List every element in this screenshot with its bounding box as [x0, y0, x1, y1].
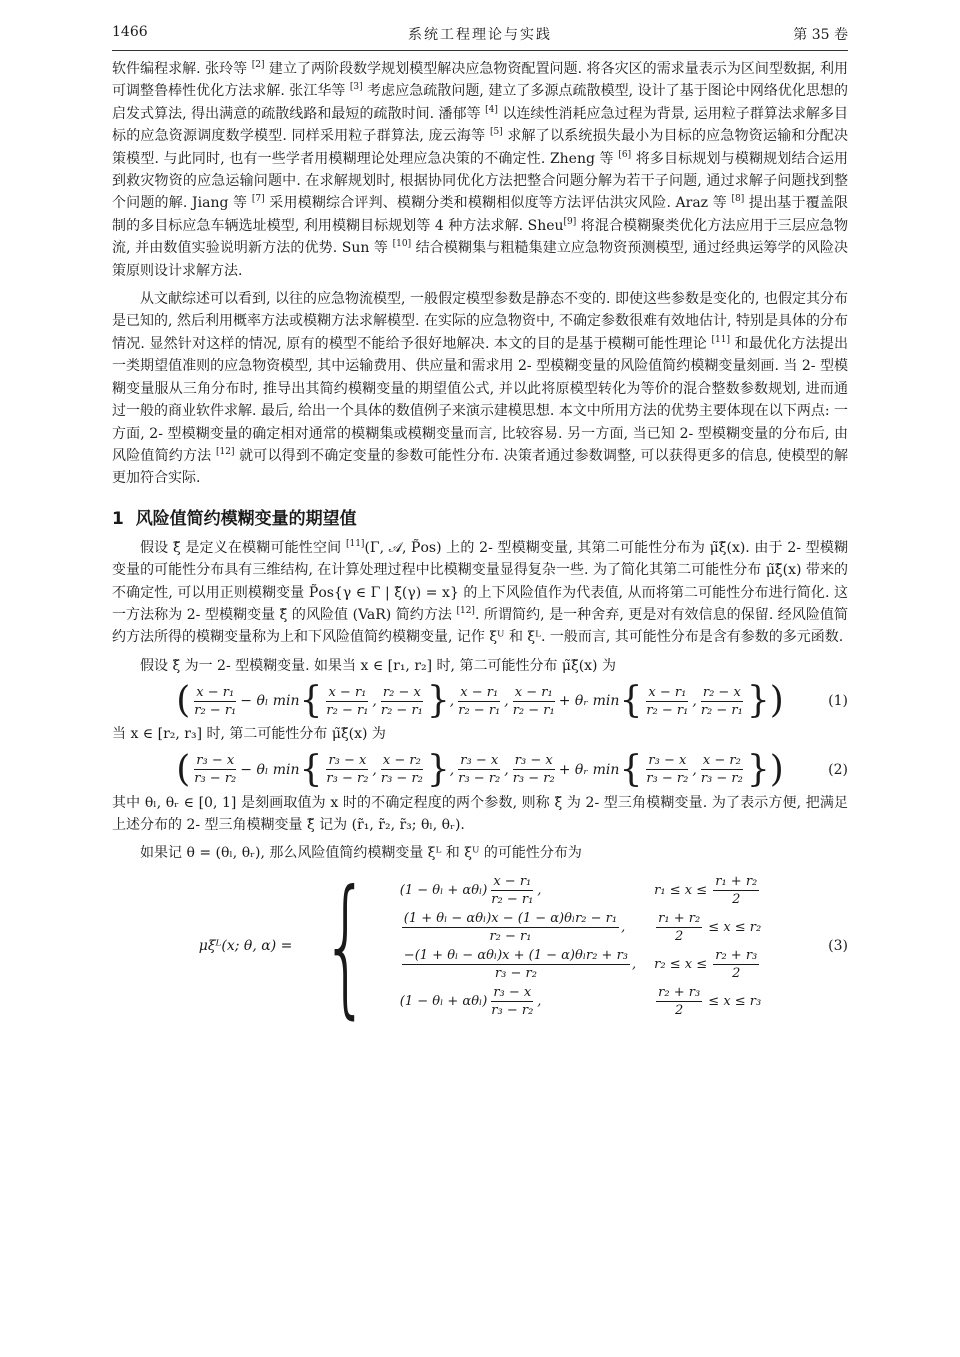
- math-part: r₃ − x: [648, 753, 687, 769]
- text-run: 建立了两阶段数学规划模型解决应急物资配置问题. 将各灾区的需求量表示为区间型数据, 利用可调整鲁棒性优化方法求解. 张江华等: [112, 61, 849, 100]
- fraction: [644, 685, 690, 718]
- math-part: [713, 948, 759, 981]
- math-part: r₃ − x: [460, 753, 499, 769]
- math-part: r₂ + r₃: [715, 947, 758, 963]
- equation-1: ( $\frac{\text{x − r₁}}{\text{r₂ − r₁}}$ − θₗ min { $\frac{\text{x − r₁}}{\text{r₂ − r₁}}$ , $\frac{\text{r₂ − x}}{\text{r₂ − r₁}}$ } , $\frac{\text{x − r₁}}{\text{r₂ − r₁}}$ , $\frac{\text{x − r₁}}{\text{r₂ − r₁}}$ + θᵣ min { $\frac{\text{x − r₁}}{\text{r₂ − r₁}}$ , $\frac{\text{r₂ − x}}{\text{r₂ − r₁}}$ }) (1): [176, 680, 848, 722]
- text-run: 将混合模糊聚类优化方法应用于三层应急物流, 并由数值实验说明新方法的优势. Sun 等: [112, 217, 848, 257]
- math-part: r₃ − r₂: [700, 771, 743, 787]
- math-part: r₃ − x: [328, 753, 367, 769]
- text-run: 采用模糊综合评判、模糊分类和模糊相似度等方法评估洪灾风险. Araz 等: [264, 195, 732, 212]
- math-part: r₃ − r₂: [494, 965, 537, 981]
- math-part: r₂ − r₁: [326, 702, 369, 718]
- case-expr-4: (1 − θₗ + αθₗ) $\frac{\text{r₃ − x}}{\text{r₃ − r₂}}$ ,: [399, 984, 542, 1018]
- equation-lhs: μξᴸ(x; θ, α) =: [198, 937, 293, 954]
- paragraph-parameters: 其中 θₗ, θᵣ ∈ [0, 1] 是刻画取值为 x 时的不确定程度的两个参数, 则称 ξ̃ 为 2- 型三角模糊变量. 为了表示方便, 把满足上述分布的 2- 型三角模糊变量 ξ̃ 记为 (r̃₁, r̃₂, r̃₃; θₗ, θᵣ).: [112, 794, 848, 833]
- math-part: [656, 911, 702, 944]
- paragraph-literature-1: [112, 58, 848, 282]
- case-cond-2: [654, 911, 761, 944]
- text-run: 求解了以系统损失最小为目标的应急物资运输和分配决策模型. 与此同时, 也有一些学者用模糊理论处理应急决策的不确定性. Zheng 等: [112, 128, 849, 167]
- section-heading: [112, 504, 848, 529]
- fraction: [379, 685, 425, 718]
- text-run: . 所谓简约, 是一种舍弃, 更是对有效信息的保留. 经风险值简约方法所得的模糊变量称为上和下风险值简约模糊变量, 记作 ξᵁ 和 ξᴸ. 一般而言, 其可能性分布是含有参数的多元函数.: [112, 606, 848, 646]
- citation: [10]: [392, 239, 412, 250]
- math-part: (: [176, 748, 191, 790]
- citation: [8]: [731, 194, 745, 205]
- math-part: [402, 948, 630, 981]
- math-part: r₃ − x: [196, 753, 235, 769]
- math-part: x − r₁: [514, 684, 553, 700]
- math-part: (1 − θₗ + αθₗ): [399, 993, 488, 1009]
- text-run: 软件编程求解. 张玲等: [112, 61, 252, 77]
- paragraph-literature-2: [112, 288, 848, 490]
- math-part: }: [426, 748, 450, 790]
- equation-2: ( $\frac{\text{r₃ − x}}{\text{r₃ − r₂}}$ − θₗ min { $\frac{\text{r₃ − x}}{\text{r₃ − r₂}}$ , $\frac{\text{x − r₂}}{\text{r₃ − r₂}}$ } , $\frac{\text{r₃ − x}}{\text{r₃ − r₂}}$ , $\frac{\text{r₃ − x}}{\text{r₃ − r₂}}$ + θᵣ min { $\frac{\text{r₃ − x}}{\text{r₃ − r₂}}$ , $\frac{\text{x − r₂}}{\text{r₃ − r₂}}$ }) (2): [176, 748, 848, 790]
- math-part: r₂ − r₁: [458, 702, 501, 718]
- piecewise-cases: [400, 874, 761, 1018]
- math-part: r₂ − r₁: [646, 702, 689, 718]
- math-part: r₃ − r₂: [512, 771, 555, 787]
- case-cond-3: [654, 948, 761, 981]
- math-part: [489, 985, 535, 1018]
- math-part: {: [619, 748, 643, 790]
- case-expr-1: (1 − θₗ + αθₗ) $\frac{\text{x − r₁}}{\text{r₂ − r₁}}$ ,: [399, 873, 542, 907]
- math-part: r₃ − r₂: [491, 1002, 534, 1018]
- math-part: r₂ − x: [382, 684, 421, 700]
- math-part: r₃ − r₂: [646, 771, 689, 787]
- fraction: [511, 685, 557, 718]
- math-part: x − r₁: [648, 684, 687, 700]
- math-part: }: [426, 680, 450, 722]
- math-part: r₂ − r₁: [489, 928, 532, 944]
- citation: [12]: [215, 446, 235, 457]
- case-cond-4: [654, 985, 761, 1018]
- math-part: x − r₁: [460, 684, 499, 700]
- fraction: [379, 753, 425, 786]
- equation-number: (1): [828, 693, 848, 710]
- page-body: [112, 58, 849, 1033]
- text-run: 将多目标规划与模糊规划结合运用到救灾物资的应急运输问题中. 在求解规划时, 根据协同优化方法把整合问题分解为若干子问题, 通过求解子问题找到整个问题的解. Jiang 等: [112, 150, 848, 212]
- citation: [9]: [563, 216, 577, 227]
- math-part: x − r₁: [328, 684, 367, 700]
- citation: [11]: [345, 538, 365, 549]
- case-expr-2: $\frac{\text{(1 + θₗ − αθₗ)x − (1 − α)θₗr₂ − r₁}}{\text{r₂ − r₁}}$ ,: [403, 910, 626, 944]
- fraction: [324, 685, 370, 718]
- math-part: ≤ x ≤ r₂: [708, 919, 762, 935]
- math-part: r₁ + r₂: [658, 910, 701, 926]
- text-run: 结合模糊集与粗糙集建立应急物资预测模型, 通过经典运筹学的风险决策原则设计求解方法.: [112, 240, 849, 279]
- math-part: r₃ − r₂: [380, 771, 423, 787]
- citation: [6]: [618, 149, 632, 160]
- text-run: 考虑应急疏散问题, 建立了多源点疏散模型, 设计了基于图论中网络优化思想的启发式算法, 得出满意的疏散线路和最短的疏散时间. 潘郁等: [112, 83, 849, 122]
- math-part: r₃ − r₂: [458, 771, 501, 787]
- case-cond-1: [654, 874, 761, 907]
- fraction: [324, 753, 370, 786]
- math-part: r₁ ≤ x ≤: [654, 882, 708, 898]
- eq-term: − θₗ min: [240, 693, 300, 710]
- math-part: x − r₂: [702, 753, 741, 769]
- fraction: [511, 753, 557, 786]
- volume-label: 第 35 卷: [793, 27, 848, 43]
- math-part: [489, 874, 535, 907]
- paragraph-range-2: 当 x ∈ [r₂, r₃] 时, 第二可能性分布 μ̃ξ̃(x) 为: [112, 726, 386, 743]
- math-part: r₂ − x: [702, 684, 741, 700]
- paragraph-var-reduction: 如果记 θ = (θₗ, θᵣ), 那么风险值简约模糊变量 ξᴸ 和 ξᵁ 的可能性分布为: [140, 845, 582, 862]
- math-part: (1 + θₗ − αθₗ)x − (1 − α)θₗr₂ − r₁: [403, 910, 618, 926]
- fraction: [192, 685, 238, 718]
- math-part: 2: [675, 1002, 684, 1018]
- math-part: }): [746, 680, 784, 722]
- math-part: {: [299, 680, 323, 722]
- math-part: r₂ − r₁: [512, 702, 555, 718]
- math-part: −(1 + θₗ − αθₗ)x + (1 − α)θₗr₂ + r₃: [403, 947, 628, 963]
- header-rule: [112, 50, 848, 51]
- citation: [11]: [711, 334, 731, 345]
- fraction: [644, 753, 690, 786]
- math-part: {: [299, 748, 323, 790]
- math-part: [713, 874, 759, 907]
- math-part: r₃ − x: [493, 984, 532, 1000]
- journal-title: 系统工程理论与实践: [408, 27, 552, 43]
- case-expr-3: $\frac{\text{−(1 + θₗ − αθₗ)x + (1 − α)θₗr₂ + r₃}}{\text{r₃ − r₂}}$ ,: [403, 947, 637, 981]
- math-part: [656, 985, 702, 1018]
- math-part: [402, 911, 619, 944]
- equation-number: (2): [828, 761, 848, 778]
- math-part: 2: [732, 965, 741, 981]
- math-part: r₂ + r₃: [658, 984, 701, 1000]
- text-run: (Γ, 𝒜, P̃os) 上的 2- 型模糊变量, 其第二可能性分布为 μ̃ξ̃(x). 由于 2- 型模糊变量的可能性分布具有三维结构, 在计算处理过程中比模糊变量显得复杂一些. 为了简化其第二可能性分布 μ̃ξ̃(x) 带来的不确定性, 可以用正则模糊变量 P̃os{γ ∈ Γ | ξ̃(γ) = x} 的上下风险值作为代表值, 从而将第二可能性分布进行简化. 这一方法称为 2- 型模糊变量 ξ̃ 的风险值 (VaR) 简约方法: [112, 539, 849, 623]
- text-run: 和最优化方法提出一类期望值准则的应急物资模型, 其中运输费用、供应量和需求用 2- 型模糊变量的风险值简约模糊变量刻画. 当 2- 型模糊变量服从三角分布时, 推导出其简约模糊变量的期望值公式, 并以此将原模型转化为等价的混合整数参数规划, 进而通过一般的商业软件求解. 最后, 给出一个具体的数值例子来演示建模思想. 本文中所用方法的优势主要体现在以下两点: 一方面, 2- 型模糊变量的确定相对通常的模糊集或模糊变量而言, 比较容易. 另一方面, 当已知 2- 型模糊变量的分布后, 由风险值简约方法: [112, 335, 848, 464]
- math-part: r₃ − x: [514, 753, 553, 769]
- citation: [7]: [251, 194, 265, 205]
- math-part: (: [176, 680, 191, 722]
- math-part: ≤ x ≤ r₃: [708, 993, 762, 1009]
- math-part: 2: [732, 891, 741, 907]
- math-part: r₁ + r₂: [715, 873, 758, 889]
- section-number: 1: [112, 508, 124, 529]
- text-run: 假设 ξ̃ 是定义在模糊可能性空间: [140, 539, 346, 556]
- citation: [12]: [456, 605, 475, 616]
- fraction: [456, 685, 502, 718]
- equation-number: (3): [828, 937, 848, 954]
- fraction: [456, 753, 502, 786]
- paragraph-assumption: 假设 ξ̃ 为一 2- 型模糊变量. 如果当 x ∈ [r₁, r₂] 时, 第二可能性分布 μ̃ξ̃(x) 为: [140, 657, 616, 674]
- fraction: [699, 753, 745, 786]
- fraction: [192, 753, 238, 786]
- paragraph-definition: [112, 537, 848, 649]
- citation: [3]: [349, 82, 363, 93]
- page-header: [112, 24, 848, 48]
- math-part: x − r₁: [493, 873, 532, 889]
- equation-3: [112, 858, 848, 1033]
- math-part: r₃ − r₂: [194, 771, 237, 787]
- citation: [5]: [489, 127, 503, 138]
- math-part: (1 − θₗ + αθₗ): [399, 882, 488, 898]
- page-number: 1466: [112, 24, 148, 40]
- eq-term: + θᵣ min: [558, 693, 620, 710]
- math-part: r₂ ≤ x ≤: [654, 956, 708, 972]
- left-brace: {: [322, 858, 370, 1033]
- fraction: [699, 685, 745, 718]
- math-part: 2: [675, 928, 684, 944]
- math-part: r₂ − r₁: [700, 702, 743, 718]
- eq-term: − θₗ min: [240, 761, 300, 778]
- math-part: r₂ − r₁: [194, 702, 237, 718]
- text-run: 以连续性消耗应急过程为背景, 运用粒子群算法求解多目标的应急资源调度数学模型. 同样采用粒子群算法, 庞云海等: [112, 105, 848, 145]
- text-run: 就可以得到不确定变量的参数可能性分布. 决策者通过参数调整, 可以获得更多的信息, 使模型的解更加符合实际.: [112, 447, 848, 487]
- citation: [4]: [485, 104, 498, 115]
- math-part: r₃ − r₂: [326, 771, 369, 787]
- math-part: {: [619, 680, 643, 722]
- text-run: 提出基于覆盖限制的多目标应急车辆选址模型, 利用模糊目标规划等 4 种方法求解. Sheu: [112, 195, 849, 234]
- eq-term: + θᵣ min: [558, 761, 620, 778]
- text-run: 从文献综述可以看到, 以往的应急物流模型, 一般假定模型参数是静态不变的. 即使这些参数是变化的, 也假定其分布是已知的, 然后利用概率方法或模糊方法求解模型. 在实际的应急物资中, 不确定参数很难有效地估计, 特别是具体的分布情况. 显然针对这样的情况, 原有的模型不能给予很好地解决. 本文的目的是基于模糊可能性理论: [112, 291, 848, 352]
- citation: [2]: [251, 60, 265, 70]
- math-part: x − r₂: [382, 753, 421, 769]
- math-part: r₂ − r₁: [491, 891, 534, 907]
- math-part: x − r₁: [196, 684, 235, 700]
- section-title: 风险值简约模糊变量的期望值: [135, 508, 357, 529]
- math-part: }): [746, 748, 784, 790]
- math-part: r₂ − r₁: [380, 702, 423, 718]
